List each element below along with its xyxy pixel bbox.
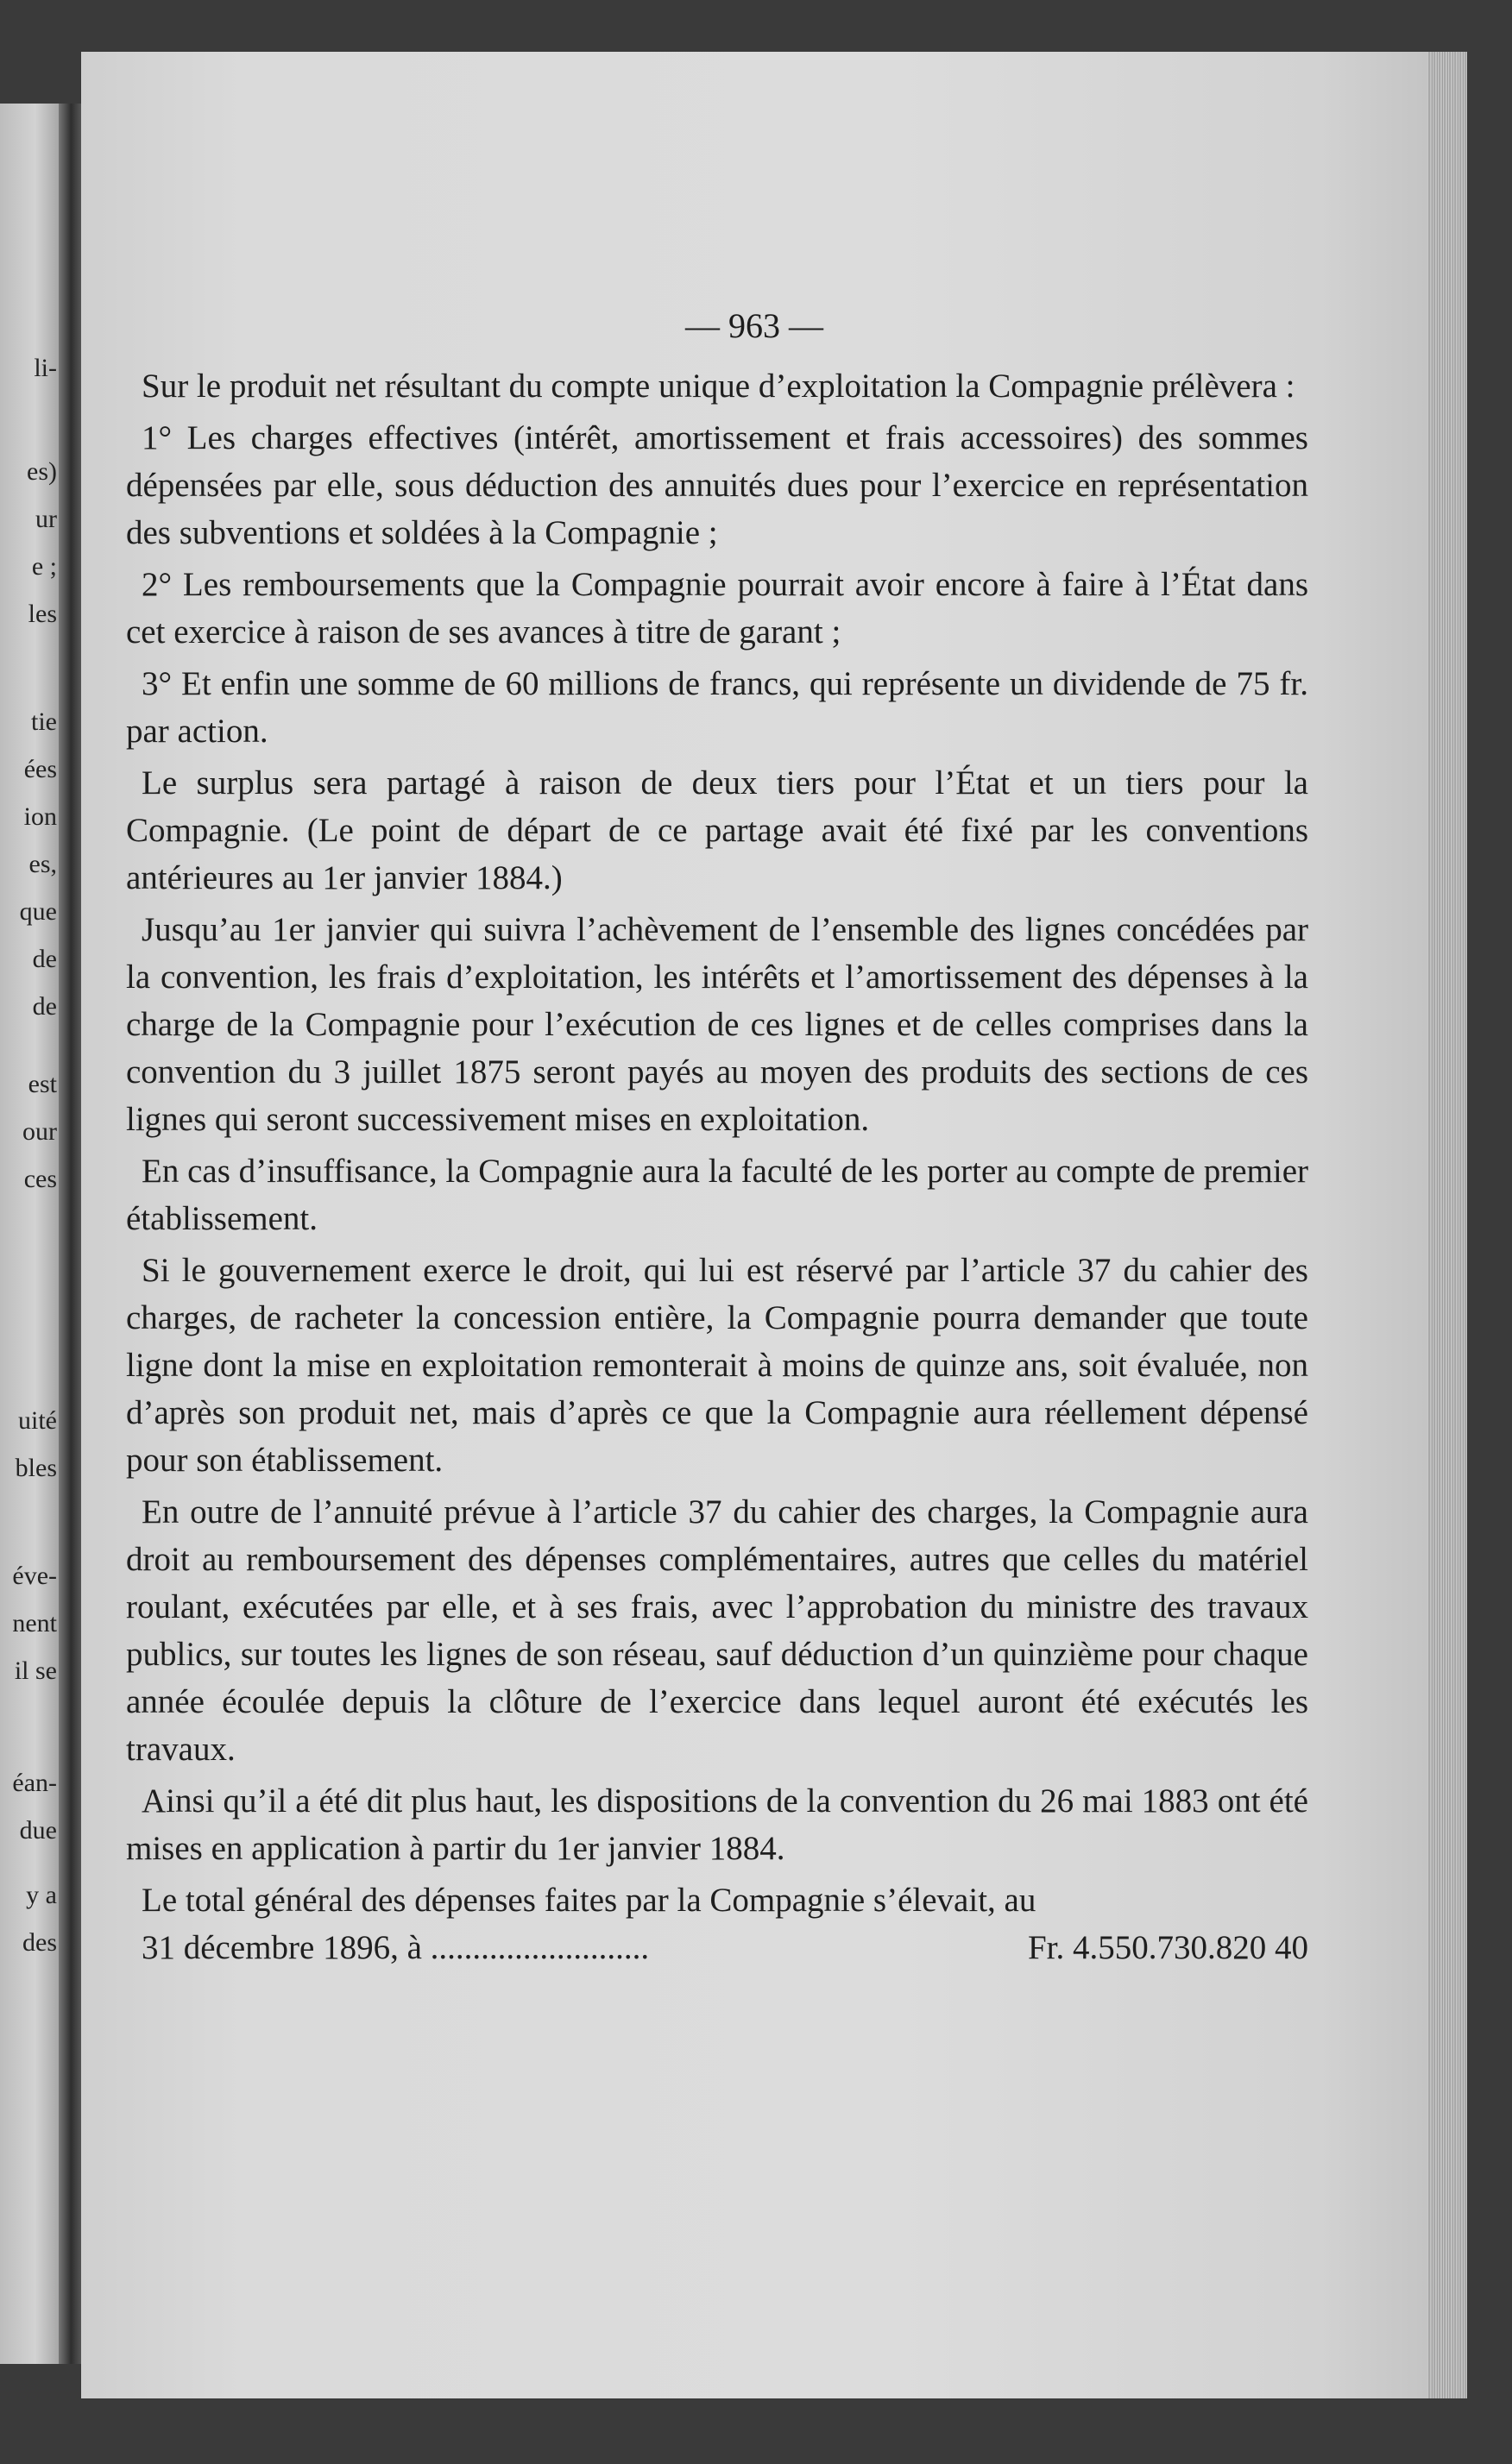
page-number: — 963 — [685, 306, 823, 345]
left-facing-page [0, 104, 59, 2364]
total-paragraph [126, 1876, 1308, 1971]
left-page-fragment: y a [26, 1881, 57, 1909]
left-page-fragment: ces [23, 1165, 57, 1193]
total-label: 31 décembre 1896, à .......................... [142, 1929, 650, 1966]
left-page-fragment: nent [12, 1609, 57, 1637]
page-edges [1427, 52, 1467, 2398]
left-page-fragment: éve- [12, 1562, 57, 1590]
left-page-fragment: éan- [12, 1769, 57, 1797]
left-page-fragment: due [19, 1816, 57, 1845]
left-page-fragment: ées [23, 755, 57, 783]
total-lead: Le total général des dépenses faites par la Compagnie s’élevait, au [142, 1882, 1036, 1919]
paragraph: Le surplus sera partagé à raison de deux tiers pour l’État et un tiers pour la Compagnie. (Le point de départ de ce partage avait été fixé par les conventions antérieures au 1er janvier 1884.) [126, 764, 1308, 896]
paragraph: 1° Les charges effectives (intérêt, amortissement et frais accessoires) des sommes dépensées par elle, sous déduction des annuités dues pour l’exercice en représentation des subventions et soldées à la Compagnie ; [126, 419, 1308, 551]
total-amount: Fr. 4.550.730.820 40 [1027, 1929, 1308, 1966]
paragraph: 2° Les remboursements que la Compagnie pourrait avoir encore à faire à l’État dans cet exercice à raison de ses avances à titre de garant ; [126, 566, 1308, 651]
left-page-fragment: our [22, 1117, 57, 1146]
body-text [126, 362, 1308, 1976]
left-page-fragment: est [28, 1070, 57, 1098]
book-gutter [59, 104, 81, 2364]
left-page-fragment: des [22, 1928, 57, 1957]
left-page-fragment: il se [14, 1656, 57, 1685]
left-page-fragment: li- [34, 354, 57, 382]
total-line [126, 1924, 1308, 1971]
paragraph: En outre de l’annuité prévue à l’article 37 du cahier des charges, la Compagnie aura droit au remboursement des dépenses complémentaires, autres que celles du matériel roulant, exécutées par elle, et à ses frais, avec l’approbation du ministre des travaux publics, sur toutes les lignes de son réseau, sauf déduction d’un quinzième pour chaque année écoulée depuis la clôture de l’exercice dans lequel auront été exécutés les travaux. [126, 1493, 1308, 1768]
paragraph: Jusqu’au 1er janvier qui suivra l’achèvement de l’ensemble des lignes concédées par la convention, les frais d’exploitation, les intérêts et l’amortissement des dépenses à la charge de la Compagnie pour l’exécution de ces lignes et de celles comprises dans la convention du 3 juillet 1875 seront payés au moyen des produits des sections de ces lignes qui seront successivement mises en exploitation. [126, 911, 1308, 1138]
paragraph: En cas d’insuffisance, la Compagnie aura la faculté de les porter au compte de premier établissement. [126, 1153, 1308, 1237]
document-page [81, 52, 1427, 2398]
left-page-fragment: es) [27, 457, 57, 486]
left-page-fragment: ur [35, 505, 57, 533]
left-page-fragment: es, [28, 850, 57, 878]
left-page-fragment: les [28, 600, 57, 628]
left-page-fragment: bles [15, 1454, 57, 1482]
paragraph: Ainsi qu’il a été dit plus haut, les dispositions de la convention du 26 mai 1883 ont été mises en application à partir du 1er janvier 1884. [126, 1782, 1308, 1867]
paragraph: Sur le produit net résultant du compte unique d’exploitation la Compagnie prélèvera : [142, 368, 1295, 405]
left-page-fragment: ion [23, 802, 57, 831]
left-page-fragment: e ; [31, 552, 57, 581]
left-page-fragment: uité [18, 1406, 57, 1435]
left-page-fragment: que [19, 897, 57, 926]
left-page-fragment: tie [31, 707, 57, 736]
left-page-fragment: de [32, 992, 57, 1021]
left-page-fragment: de [32, 945, 57, 973]
paragraph: 3° Et enfin une somme de 60 millions de francs, qui représente un dividende de 75 fr. par action. [126, 665, 1308, 750]
paragraph: Si le gouvernement exerce le droit, qui lui est réservé par l’article 37 du cahier des charges, de racheter la concession entière, la Compagnie pourra demander que toute ligne dont la mise en exploitation remonterait à moins de quinze ans, soit évaluée, non d’après son produit net, mais d’après ce que la Compagnie aura réellement dépensé pour son établissement. [126, 1252, 1308, 1479]
